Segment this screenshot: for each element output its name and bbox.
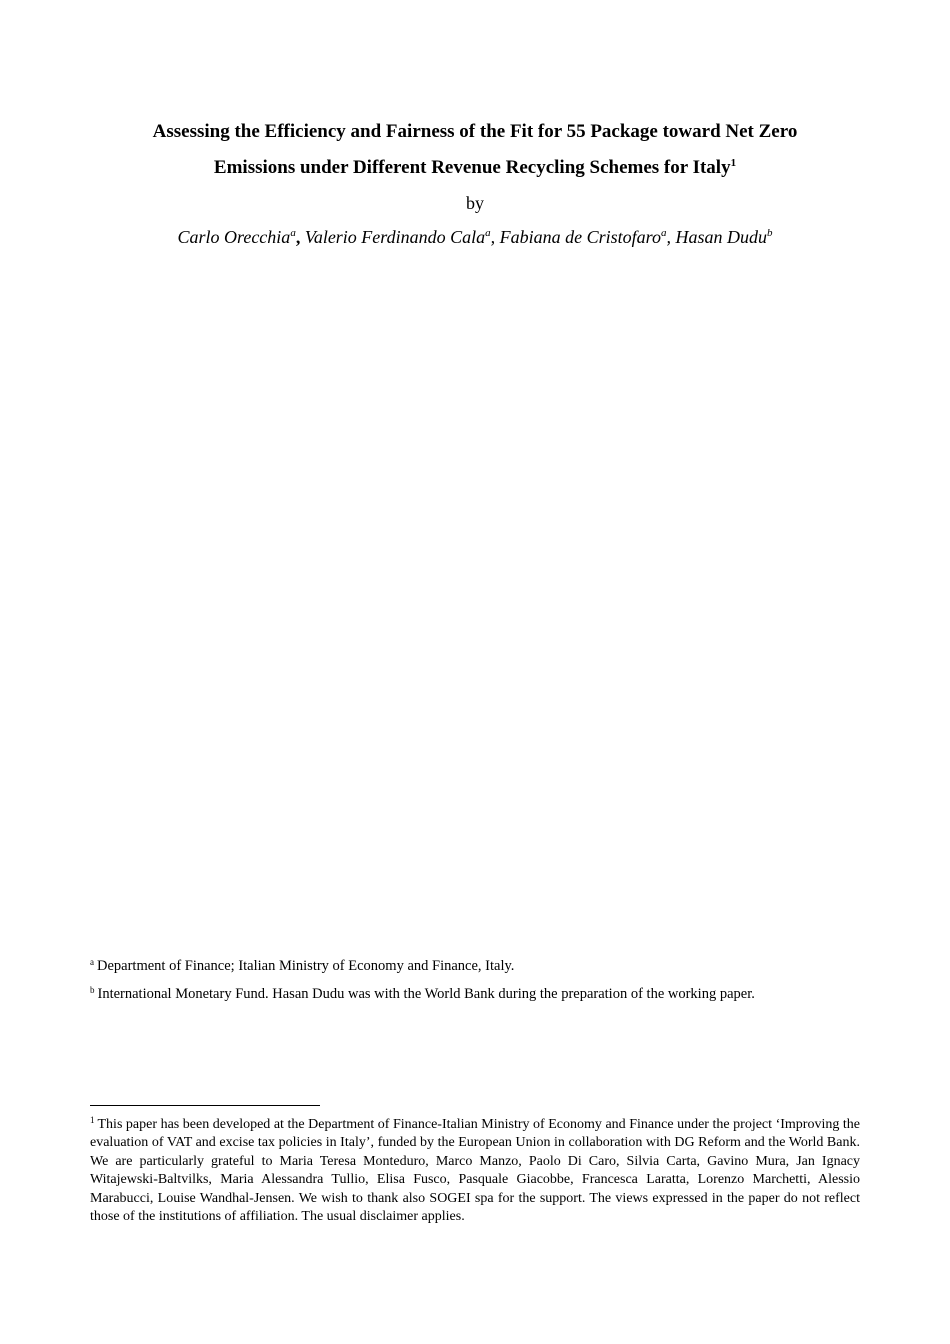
author-name: Hasan Dudu [675, 227, 767, 247]
author-name: Valerio Ferdinando Cala [304, 227, 486, 247]
footnote [90, 1116, 860, 1226]
author-name: Carlo Orecchia [177, 227, 291, 247]
title-block [90, 114, 860, 254]
author-separator: , [295, 227, 301, 247]
affiliation-text: Department of Finance; Italian Ministry of Economy and Finance, Italy. [97, 958, 515, 974]
paper-title-line-2-text: Emissions under Different Revenue Recycling Schemes for Italy [213, 157, 731, 178]
author-list [90, 220, 860, 254]
author-affil-mark: a [660, 227, 667, 239]
title-footnote-mark: 1 [730, 157, 737, 169]
affiliation-mark: b [90, 985, 95, 995]
footnote-mark: 1 [90, 1115, 95, 1125]
author-affil-mark: a [290, 227, 296, 239]
author-separator: , [490, 227, 496, 247]
affiliation-text: International Monetary Fund. Hasan Dudu was with the World Bank during the preparation of the working paper. [97, 986, 755, 1002]
paper-title-line-1: Assessing the Efficiency and Fairness of the Fit for 55 Package toward Net Zero [152, 121, 798, 142]
affiliation-mark: a [90, 957, 94, 967]
footnote-divider [90, 1105, 320, 1106]
author-separator: , [666, 227, 671, 247]
author-affil-mark: a [485, 227, 491, 239]
author-name: Fabiana de Cristofaro [499, 227, 661, 247]
author-affil-mark: b [767, 227, 773, 239]
byline: by [466, 193, 484, 213]
affiliation-b [90, 985, 870, 1003]
affiliation-a [90, 957, 870, 975]
footnote-text: This paper has been developed at the Department of Finance-Italian Ministry of Economy and Finance under the project ‘Improving the evaluation of VAT and excise tax policies in Italy’, funded by the European Union in collaboration with DG Reform and the World Bank. We are particularly grateful to Maria Teresa Monteduro, Marco Manzo, Paolo Di Caro, Silvia Carta, Gavino Mura, Jan Ignacy Witajewski-Baltvilks, Maria Alessandra Tullio, Elisa Fusco, Pasquale Giacobbe, Francesca Laratta, Lorenzo Marchetti, Alessio Marabucci, Louise Wandhal-Jensen. We wish to thank also SOGEI spa for the support. The views expressed in the paper do not reflect those of the institutions of affiliation. The usual disclaimer applies. [90, 1117, 860, 1225]
paper-title-line-2 [90, 150, 860, 186]
